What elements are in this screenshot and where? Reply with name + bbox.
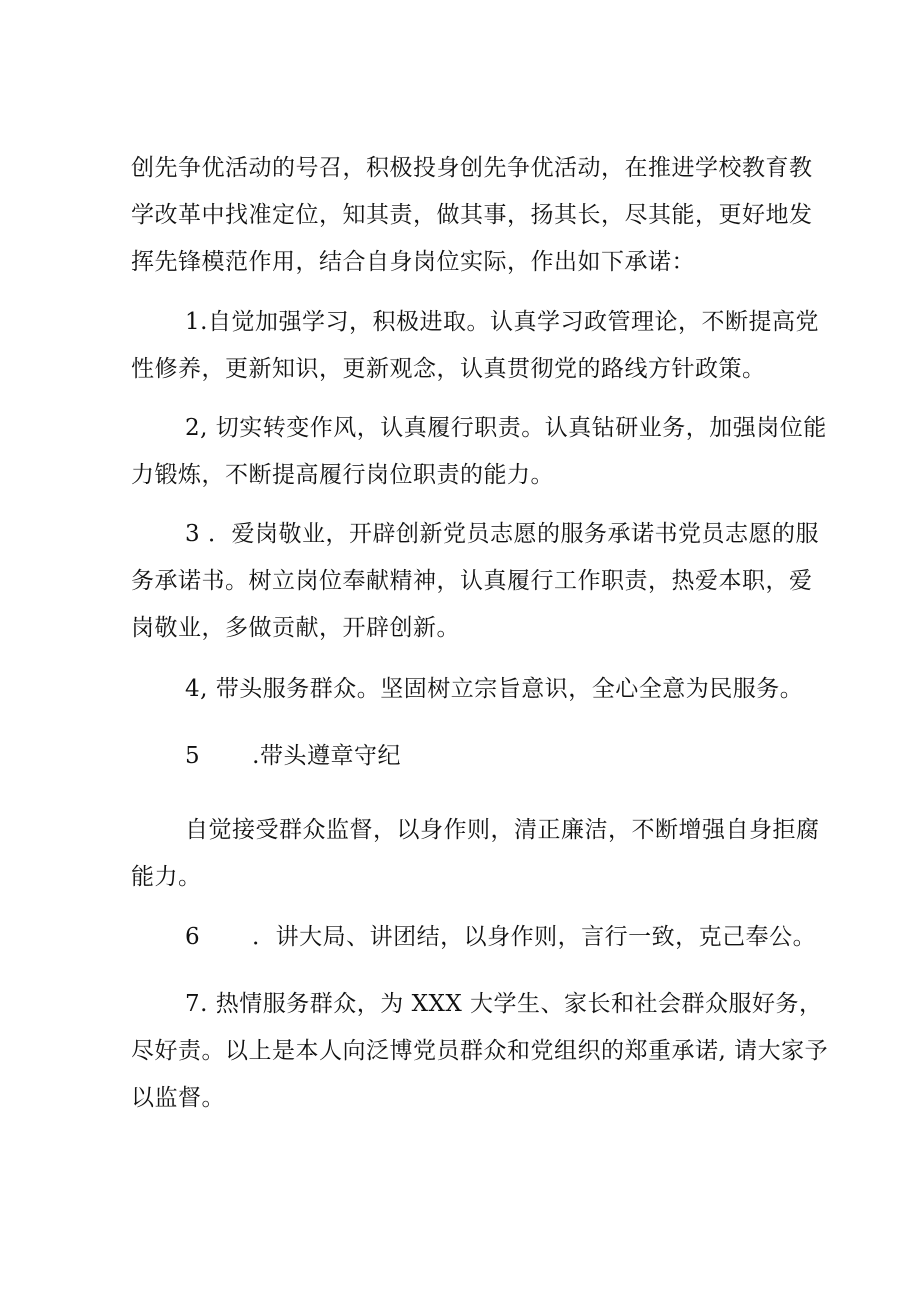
commitment-item-2 (131, 405, 827, 499)
commitment-item-5 (131, 733, 807, 780)
item-7-line-3: 以监督。 (131, 1085, 225, 1111)
item-5-body-line-2: 能力。 (131, 864, 202, 890)
item-3-line-1: 3 ．爱岗敬业，开辟创新党员志愿的服务承诺书党员志愿的服 (185, 521, 819, 547)
item-3-line-3: 岗敬业，多做贡献，开辟创新。 (131, 615, 460, 641)
item-5-number: 5 (185, 743, 201, 769)
item-1-line-1: 1.自觉加强学习，积极进取。认真学习政管理论，不断提高党 (185, 309, 819, 335)
commitment-item-5-body (131, 807, 820, 901)
item-4-line-1: 4, 带头服务群众。坚固树立宗旨意识，全心全意为民服务。 (185, 676, 804, 702)
item-6-text: ．讲大局、讲团结，以身作则，言行一致，克己奉公。 (252, 924, 817, 950)
commitment-item-6 (131, 914, 817, 961)
item-5-text: .带头遵章守纪 (252, 743, 401, 769)
item-6-number: 6 (185, 924, 201, 950)
item-2-line-1: 2, 切实转变作风，认真履行职责。认真钻研业务，加强岗位能 (185, 415, 827, 441)
commitment-item-1 (131, 299, 819, 393)
item-5-line (131, 733, 807, 780)
intro-line-2: 学改革中找准定位，知其责，做其事，扬其长，尽其能，更好地发 (131, 202, 813, 228)
commitment-item-3 (131, 511, 819, 652)
intro-line-1: 创先争优活动的号召，积极投身创先争优活动，在推进学校教育教 (131, 155, 813, 181)
item-3-line-2: 务承诺书。树立岗位奉献精神，认真履行工作职责，热爱本职，爱 (131, 568, 813, 594)
intro-line-3: 挥先锋模范作用，结合自身岗位实际，作出如下承诺： (131, 249, 695, 275)
item-7-line-2: 尽好责。以上是本人向泛博党员群众和党组织的郑重承诺, 请大家予 (131, 1038, 829, 1064)
commitment-item-4 (131, 666, 807, 713)
item-5-body-line-1: 自觉接受群众监督，以身作则，清正廉洁，不断增强自身拒腐 (185, 817, 820, 843)
item-7-line-1: 7. 热情服务群众，为 XXX 大学生、家长和社会群众服好务， (185, 991, 823, 1017)
item-2-line-2: 力锻炼，不断提高履行岗位职责的能力。 (131, 462, 554, 488)
intro-paragraph (131, 145, 813, 286)
item-1-line-2: 性修养，更新知识，更新观念，认真贯彻党的路线方针政策。 (131, 356, 766, 382)
item-6-line (131, 914, 817, 961)
commitment-item-7 (131, 981, 829, 1122)
